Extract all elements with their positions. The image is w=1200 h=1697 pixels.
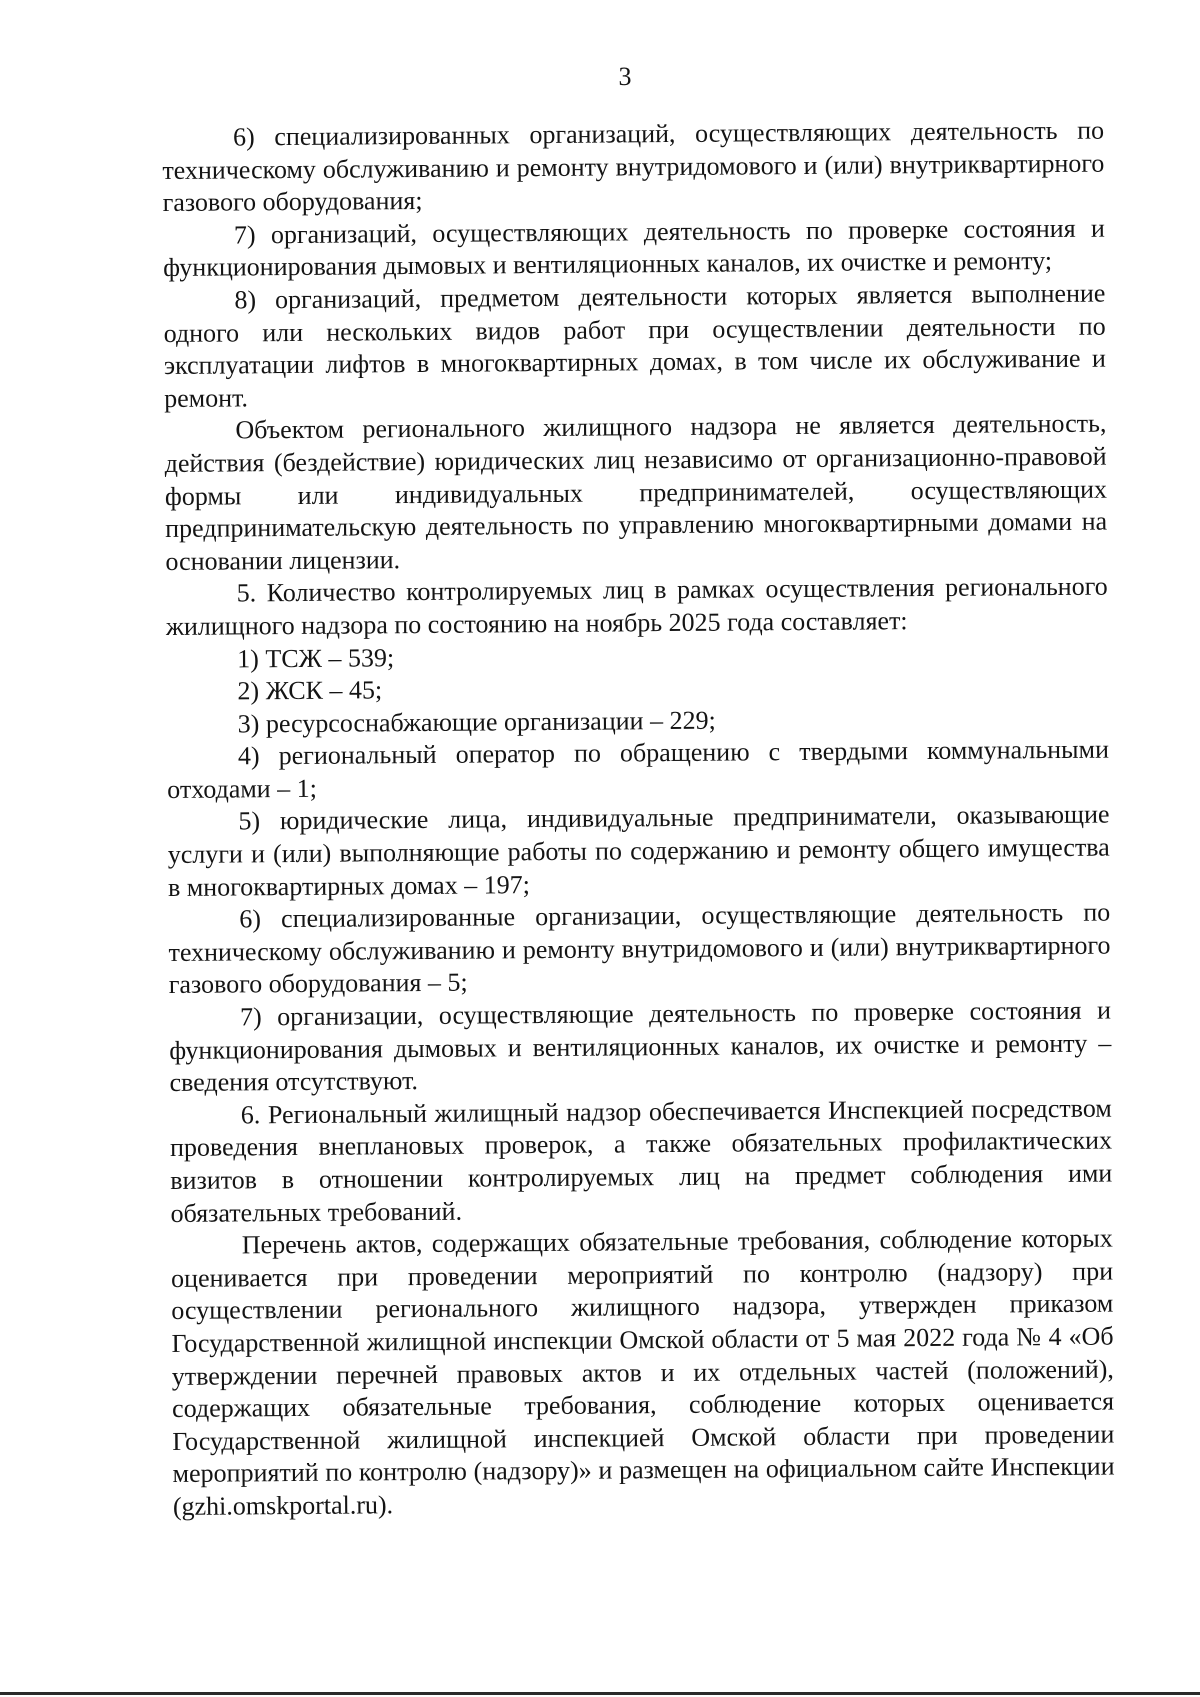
list-item: 1) ТСЖ – 539; <box>237 642 395 673</box>
paragraph: 8) организаций, предметом деятельности которых является выполнение одного или нескольких видов работ при осуществлении деятельности по эксплуатации лифтов в многоквартирных домах, в том числе их обслуживание и ремонт. <box>163 278 1106 413</box>
paragraph: 4) региональный оператор по обращению с твердыми коммунальными отходами – 1; <box>167 734 1110 804</box>
paragraph: 6) специализированные организации, осуществляющие деятельность по техническому обслуживанию и ремонту внутридомового и (или) внутриквартирного газового оборудования – 5; <box>168 897 1111 1000</box>
paragraph: 7) организаций, осуществляющих деятельность по проверке состояния и функционирования дымовых и вентиляционных каналов, их очистке и ремонту; <box>163 213 1105 283</box>
list-item: 3) ресурсоснабжающие организации – 229; <box>237 705 716 739</box>
paragraph: Объектом регионального жилищного надзора не является деятельность, действия (бездействие) юридических лиц независимо от организационно-правовой формы или индивидуальных предпринимателей, осуществляющих предпринимательскую деятельность по управлению многоквартирными домами на основании лицензии. <box>164 408 1108 576</box>
paragraph: 6. Региональный жилищный надзор обеспечивается Инспекцией посредством проведения внеплановых проверок, а также обязательных профилактических визитов в отношении контролируемых лиц на предмет соблюдения ими обязательных требований. <box>169 1093 1113 1228</box>
list-item: 2) ЖСК – 45; <box>237 675 383 706</box>
paragraph: 7) организации, осуществляющие деятельность по проверке состояния и функционирования дымовых и вентиляционных каналов, их очистке и ремонту – сведения отсутствуют. <box>169 995 1112 1098</box>
document-body <box>162 115 1115 1524</box>
paragraph: 5) юридические лица, индивидуальные предприниматели, оказывающие услуги и (или) выполняющие работы по содержанию и ремонту общего имущества в многоквартирных домах – 197; <box>167 800 1110 902</box>
paragraph: Перечень актов, содержащих обязательные требования, соблюдение которых оценивается при проведении мероприятий по контролю (надзору) при осуществлении регионального жилищного надзора, утвержден приказом Государственной жилищной инспекции Омской области от 5 мая 2022 года № 4 «Об утверждении перечней правовых актов и их отдельных частей (положений), содержащих обязательные требования, соблюдение которых оценивается Государственной жилищной инспекцией Омской области при проведении мероприятий по контролю (надзору)» и размещен на официальном сайте Инспекции (gzhi.omskportal.ru). <box>170 1223 1115 1521</box>
page-number: 3 <box>618 62 632 91</box>
paragraph: 5. Количество контролируемых лиц в рамках осуществления регионального жилищного надзора по состоянию на ноябрь 2025 года составляет: <box>165 571 1108 641</box>
paragraph: 6) специализированных организаций, осуществляющих деятельность по техническому обслуживанию и ремонту внутридомового и (или) внутриквартирного газового оборудования; <box>162 115 1105 218</box>
page-bottom-edge <box>0 1692 1200 1695</box>
